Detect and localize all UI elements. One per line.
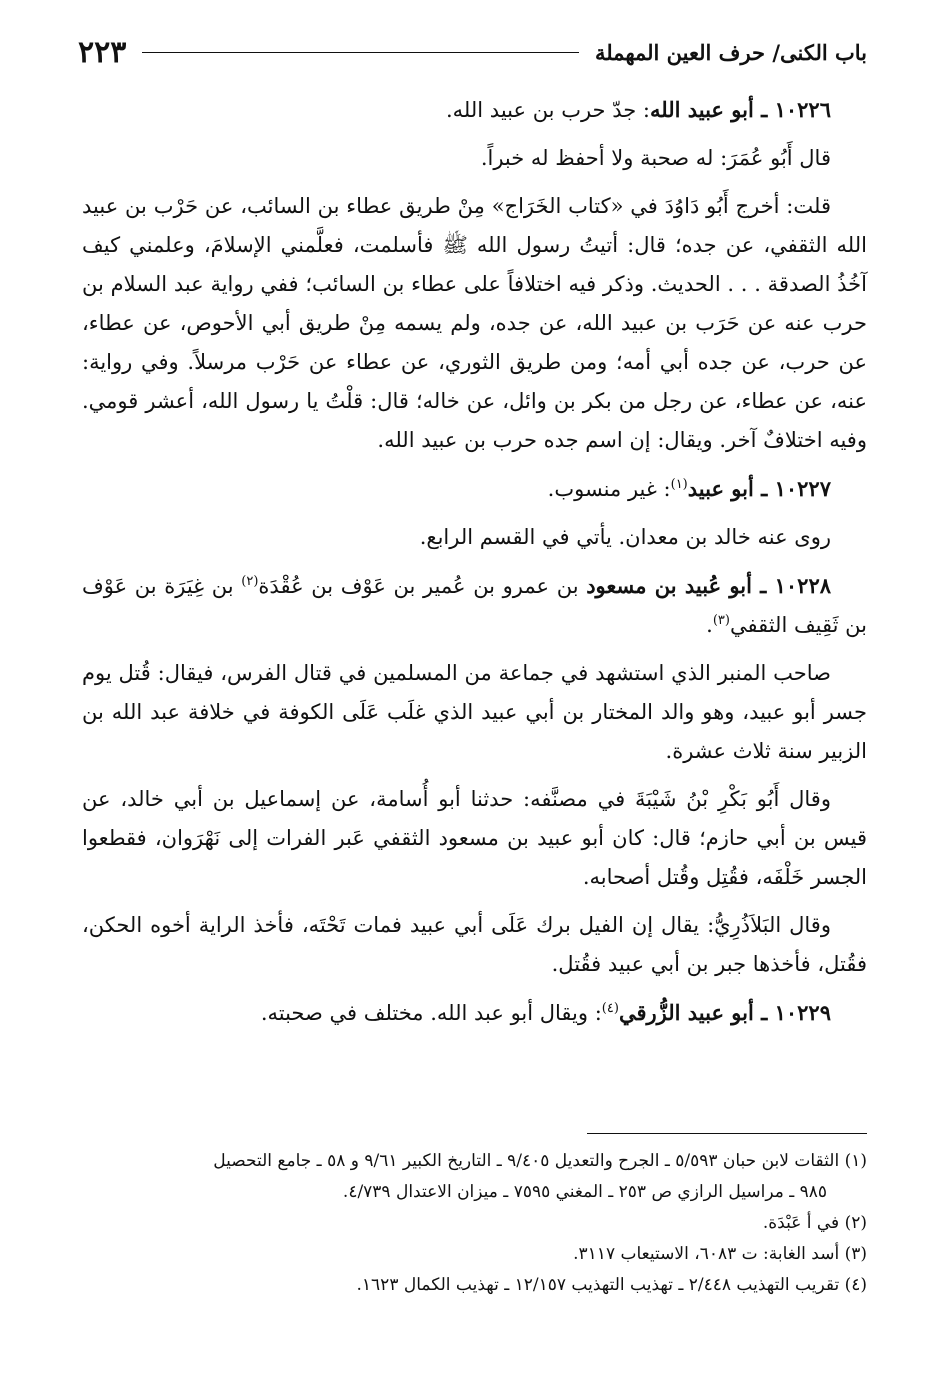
header-rule [142, 52, 579, 53]
entry-heading: ١٠٢٢٦ ـ أبو عبيد الله [649, 97, 831, 122]
footnote-1: (١) الثقات لابن حبان ٥/٥٩٣ ـ الجرح والتعديل ٩/٤٠٥ ـ التاريخ الكبير ٩/٦١ و ٥٨ ـ جامع التحصيل [213, 1151, 867, 1171]
footnotes [82, 1146, 867, 1301]
footnote-3: (٣) أسد الغابة: ت ٦٠٨٣، الاستيعاب ٣١١٧. [573, 1244, 867, 1264]
paragraph-text: وقال البَلاَذُرِيُّ: يقال إن الفيل برك عَلَى أبي عبيد فمات تَحْتَه، فأخذ الراية أخوه الحكن، فقُتل، فأخذها جبر بن أبي عبيد فقُتل. [82, 913, 867, 976]
paragraph-text: صاحب المنبر الذي استشهد في جماعة من المسلمين في قتال الفرس، فيقال: قُتل يوم جسر أبو عبيد، وهو والد المختار بن أبي عبيد الذي غلَب عَلَى الكوفة في خلافة عبد الله بن الزبير سنة ثلاث عشرة. [82, 661, 868, 763]
paragraph [82, 187, 867, 460]
entry-heading: ١٠٢٢٧ ـ أبو عبيد [687, 476, 831, 501]
paragraph-text: : جدّ حرب بن عبيد الله. [446, 98, 650, 122]
paragraph-text: روى عنه خالد بن معدان. يأتي في القسم الرابع. [419, 525, 831, 549]
footnote-marker: (٤) [601, 1001, 619, 1016]
footnote-4: (٤) تقريب التهذيب ٢/٤٤٨ ـ تهذيب التهذيب ١٢/١٥٧ ـ تهذيب الكمال ١٦٢٣. [356, 1275, 867, 1295]
paragraph [82, 780, 867, 897]
entry-10227 [82, 469, 867, 509]
paragraph [82, 518, 867, 557]
footnote-1-continuation: ٩٨٥ ـ مراسيل الرازي ص ٢٥٣ ـ المغني ٧٥٩٥ ـ ميزان الاعتدال ٤/٧٣٩. [342, 1182, 827, 1202]
entry-10228 [82, 566, 867, 645]
page-number: ٢٢٣ [78, 34, 127, 70]
entry-heading: ١٠٢٢٨ ـ أبو عُبيد بن مسعود [586, 573, 832, 598]
paragraph [82, 906, 867, 984]
paragraph [82, 139, 867, 178]
footnote-marker: (٣) [712, 613, 730, 628]
entry-heading: ١٠٢٢٩ ـ أبو عبيد الزُّرقي [618, 1000, 831, 1025]
main-text [82, 90, 867, 1042]
paragraph-text: : ويقال أبو عبد الله. مختلف في صحبته. [260, 1001, 602, 1025]
footnote-divider [587, 1133, 867, 1134]
paragraph-text: : غير منسوب. [547, 477, 671, 501]
paragraph-text: . [706, 613, 713, 637]
footnote-marker: (٢) [241, 574, 259, 589]
running-head: باب الكنى/ حرف العين المهملة [594, 39, 867, 65]
footnote-2: (٢) في أ عَبْدَة. [762, 1213, 867, 1233]
paragraph-text: بن غِيَرَة بن عَوْف بن ثَقِيف الثقفي [82, 574, 867, 637]
paragraph-text: قال أَبُو عُمَرَ: له صحبة ولا أحفظ له خبراً. [480, 146, 831, 170]
page-header [78, 32, 867, 72]
paragraph-text: قلت: أخرج أَبُو دَاوُدَ في «كتاب الخَرَاج» مِنْ طريق عطاء بن السائب، عن حَرْب بن عبيد الله الثقفي، عن جده؛ قال: أتيتُ رسول الله ﷺ فأسلمت، فعلَّمني الإسلامَ، وعلمني كيف آخُذُ الصدقة . . . الحديث. وذكر فيه اختلافاً على عطاء بن السائب؛ ففي رواية عبد السلام بن حرب عنه عن حَرَب بن عبيد الله، عن جده، ولم يسمه مِنْ طريق أبي الأحوص، عن عطاء، عن حرب، عن جده أبي أمه؛ ومن طريق الثوري، عن عطاء عن حَرْب مرسلاً. وفي رواية: عنه، عن عطاء، عن رجل من بكر بن وائل، عن خاله؛ قال: قلْتُ يا رسول الله، أعشر قومي. وفيه اختلافٌ آخر. ويقال: إن اسم جده حرب بن عبيد الله. [82, 194, 867, 452]
paragraph [82, 654, 867, 771]
paragraph-text: وقال أَبُو بَكْرِ بْنُ شَيْبَةَ في مصنَّفه: حدثنا أبو أُسامة، عن إسماعيل بن أبي خالد، عن قيس بن أبي حازم؛ قال: كان أبو عبيد بن مسعود الثقفي عَبر الفرات إلى نَهْرَوان، فقطعوا الجسر خَلْفَه، فقُتِل وقُتل أصحابه. [82, 787, 867, 889]
footnote-marker: (١) [670, 477, 688, 492]
paragraph-text: بن عمرو بن عُمير بن عَوْف بن عُقْدَة [258, 574, 587, 598]
entry-10229 [82, 993, 867, 1033]
entry-10226 [82, 90, 867, 130]
